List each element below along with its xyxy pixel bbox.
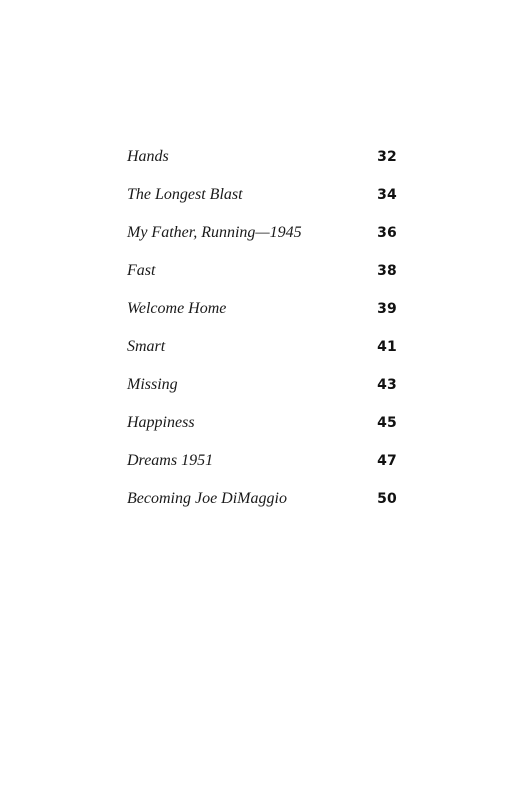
toc-entry bbox=[127, 214, 397, 252]
toc-entry-page-number: 47 bbox=[377, 453, 397, 469]
toc-entry-page-number: 32 bbox=[377, 149, 397, 165]
toc-entry-page-number: 39 bbox=[377, 301, 397, 317]
toc-entry-title: Happiness bbox=[127, 414, 195, 431]
toc-entry bbox=[127, 328, 397, 366]
table-of-contents bbox=[127, 138, 397, 518]
toc-entry-page-number: 43 bbox=[377, 377, 397, 393]
toc-entry bbox=[127, 290, 397, 328]
toc-entry-page-number: 36 bbox=[377, 225, 397, 241]
toc-entry-page-number: 41 bbox=[377, 339, 397, 355]
toc-entry bbox=[127, 138, 397, 176]
toc-entry-title: Hands bbox=[127, 148, 169, 165]
toc-entry bbox=[127, 252, 397, 290]
toc-entry-title: Dreams 1951 bbox=[127, 452, 214, 469]
toc-entry-page-number: 38 bbox=[377, 263, 397, 279]
toc-entry-title: Becoming Joe DiMaggio bbox=[127, 490, 287, 507]
toc-entry-title: Fast bbox=[127, 262, 156, 279]
toc-entry-title: The Longest Blast bbox=[127, 186, 243, 203]
toc-entry-page-number: 45 bbox=[377, 415, 397, 431]
toc-entry bbox=[127, 366, 397, 404]
toc-entry-title: My Father, Running—1945 bbox=[127, 224, 302, 241]
toc-entry-page-number: 34 bbox=[377, 187, 397, 203]
toc-entry-title: Missing bbox=[127, 376, 178, 393]
toc-entry bbox=[127, 176, 397, 214]
toc-entry-page-number: 50 bbox=[377, 491, 397, 507]
toc-entry bbox=[127, 480, 397, 518]
toc-entry-title: Welcome Home bbox=[127, 300, 227, 317]
toc-entry bbox=[127, 442, 397, 480]
toc-entry-title: Smart bbox=[127, 338, 166, 355]
toc-entry bbox=[127, 404, 397, 442]
